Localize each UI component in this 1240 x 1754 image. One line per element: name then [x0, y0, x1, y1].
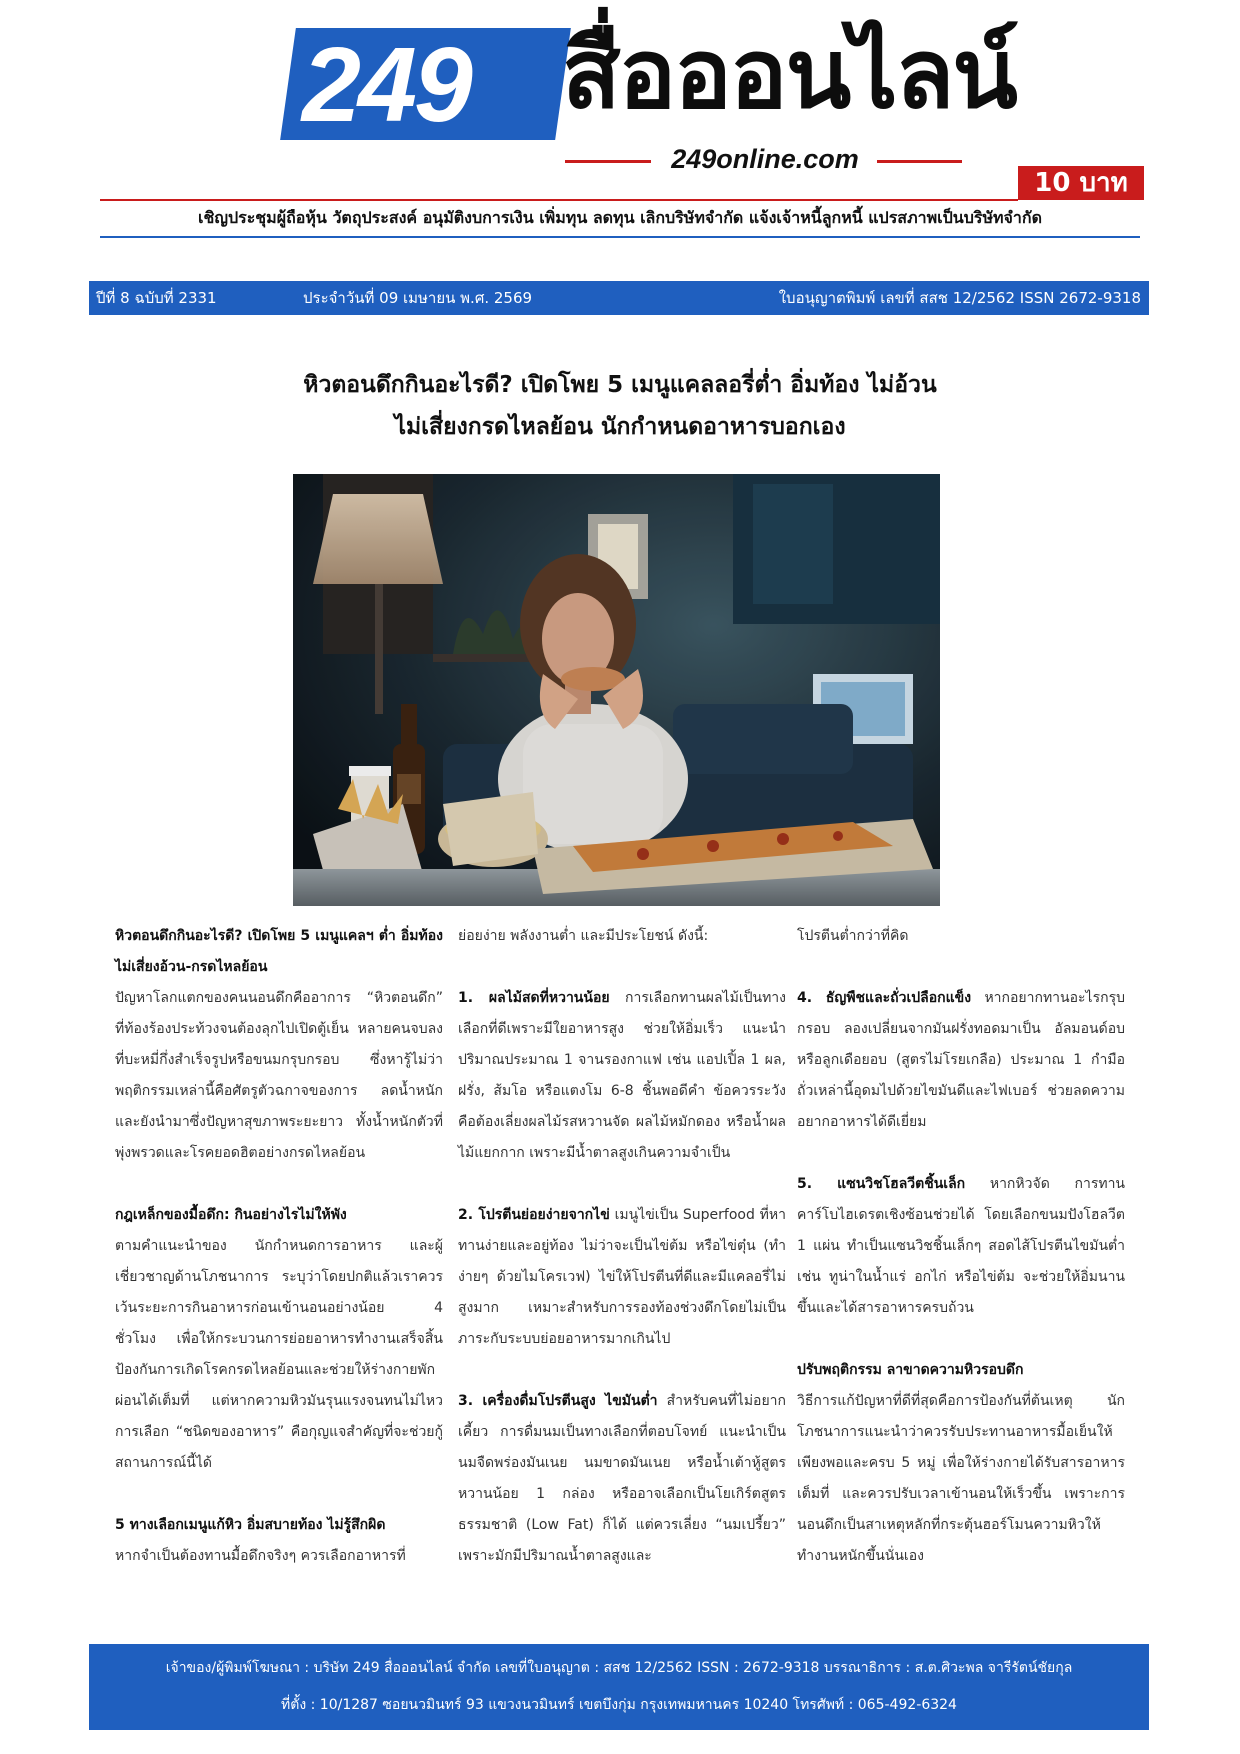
issue-number: ปีที่ 8 ฉบับที่ 2331 — [96, 289, 217, 307]
menu-item-4 — [797, 983, 1125, 1138]
spacer — [797, 952, 1125, 983]
paragraph-menus-lead: หากจำเป็นต้องทานมื้อดึกจริงๆ ควรเลือกอาหารที่ — [115, 1548, 406, 1564]
logo-thai-wordmark: สื่อออนไลน์ — [562, 18, 1016, 130]
section-heading-rules: กฎเหล็กของมื้อดึก: กินอย่างไรไม่ให้พัง — [115, 1207, 347, 1223]
spacer — [797, 1138, 1125, 1169]
menu-item-3-title: 3. เครื่องดื่มโปรตีนสูง ไขมันต่ำ — [458, 1393, 658, 1409]
menu-item-1-title: 1. ผลไม้สดที่หวานน้อย — [458, 990, 610, 1006]
spacer — [115, 1169, 443, 1200]
footer-address-line: ที่ตั้ง : 10/1287 ซอยนวมินทร์ 93 แขวงนวมินทร์ เขตบึงกุ่ม กรุงเทพมหานคร 10240 โทรศัพท์ : 065-492-6324 — [281, 1697, 957, 1713]
article-headline — [140, 364, 1100, 448]
menu-item-3-body: สำหรับคนที่ไม่อยากเคี้ยว การดื่มนมเป็นทางเลือกที่ตอบโจทย์ แนะนำเป็นนมจืดพร่องมันเนย นมขาดมันเนย หรือน้ำเต้าหู้สูตรหวานน้อย 1 กล่อง หรืออาจเลือกเป็นโยเกิร์ตสูตรธรรมชาติ (Low Fat) ก็ได้ แต่ควรเลี่ยง “นมเปรี้ยว” เพราะมักมีปริมาณน้ำตาลสูงและ — [458, 1393, 787, 1564]
spacer — [458, 952, 786, 983]
article-column-1 — [115, 921, 443, 1572]
section-heading-menus: 5 ทางเลือกเมนูแก้หิว อิ่มสบายท้อง ไม่รู้สึกผิด — [115, 1517, 386, 1533]
menu-item-4-body: หากอยากทานอะไรกรุบกรอบ ลองเปลี่ยนจากมันฝรั่งทอดมาเป็น อัลมอนด์อบ หรือลูกเดือยอบ (สูตรไม่โรยเกลือ) ประมาณ 1 กำมือ ถั่วเหล่านี้อุดมไปด้วยไขมันดีและไฟเบอร์ ช่วยลดความอยากอาหารได้ดีเยี่ยม — [797, 990, 1125, 1130]
menu-item-3 — [458, 1386, 786, 1572]
menu-item-4-title: 4. ธัญพืชและถั่วเปลือกแข็ง — [797, 990, 972, 1006]
logo-rule-left — [565, 160, 651, 163]
paragraph-menus-cont: ย่อยง่าย พลังงานต่ำ และมีประโยชน์ ดังนี้: — [458, 928, 709, 944]
print-license: ใบอนุญาตพิมพ์ เลขที่ สสช 12/2562 ISSN 2672-9318 — [778, 289, 1141, 307]
paragraph-rules: ตามคำแนะนำของ นักกำหนดการอาหาร และผู้เชี่ยวชาญด้านโภชนาการ ระบุว่าโดยปกติแล้วเราควรเว้นระยะการกินอาหารก่อนเข้านอนอย่างน้อย 4 ชั่วโมง เพื่อให้กระบวนการย่อยอาหารทำงานเสร็จสิ้น ป้องกันการเกิดโรคกรดไหลย้อนและช่วยให้ร่างกายพักผ่อนได้เต็มที่ แต่หากความหิวมันรุนแรงจนทนไม่ไหว การเลือก “ชนิดของอาหาร” คือกุญแจสำคัญที่จะช่วยกู้สถานการณ์นี้ได้ — [115, 1238, 443, 1471]
spacer — [458, 1169, 786, 1200]
issue-info-bar — [89, 281, 1149, 315]
red-divider — [100, 199, 1018, 201]
spacer — [797, 1324, 1125, 1355]
menu-item-2-body: เมนูไข่เป็น Superfood ที่หาทานง่ายและอยู่ท้อง ไม่ว่าจะเป็นไข่ต้ม หรือไข่ตุ๋น (ทำง่ายๆ ด้วยไมโครเวฟ) ไข่ให้โปรตีนที่ดีและมีแคลอรี่ไม่สูงมาก เหมาะสำหรับการรองท้องช่วงดึกโดยไม่เป็นภาระกับระบบย่อยอาหารมากเกินไป — [458, 1207, 786, 1347]
menu-item-5-title: 5. แซนวิชโฮลวีตชิ้นเล็ก — [797, 1176, 966, 1192]
article-column-3 — [797, 921, 1125, 1572]
menu-item-2-title: 2. โปรตีนย่อยง่ายจากไข่ — [458, 1207, 610, 1223]
paragraph-intro: ปัญหาโลกแตกของคนนอนดึกคืออาการ “หิวตอนดึก” ที่ท้องร้องประท้วงจนต้องลุกไปเปิดตู้เย็น หลายคนจบลงที่บะหมี่กึ่งสำเร็จรูปหรือขนมกรุบกรอบ ซึ่งหารู้ไม่ว่าพฤติกรรมเหล่านี้คือศัตรูตัวฉกาจของการ ลดน้ำหนัก และยังนำมาซึ่งปัญหาสุขภาพระยะยาว ทั้งน้ำหนักตัวที่พุ่งพรวดและโรคยอดฮิตอย่างกรดไหลย้อน — [115, 990, 443, 1161]
masthead — [0, 0, 1240, 227]
logo-domain: 249online.com — [671, 144, 859, 174]
footer-publisher-line: เจ้าของ/ผู้พิมพ์โฆษณา : บริษัท 249 สื่อออนไลน์ จำกัด เลขที่ใบอนุญาต : สสช 12/2562 ISSN : 2672-9318 บรรณาธิการ : ส.ต.ศิวะพล จารีรัตน์ชัยกุล — [165, 1660, 1073, 1676]
spacer — [115, 1479, 443, 1510]
logo-number: 249 — [302, 26, 470, 144]
price-badge: 10 บาท — [1018, 166, 1144, 200]
menu-item-1 — [458, 983, 786, 1169]
menu-item-5-body: หากหิวจัด การทานคาร์โบไฮเดรตเชิงซ้อนช่วยได้ โดยเลือกขนมปังโฮลวีต 1 แผ่น ทำเป็นแซนวิชชิ้นเล็กๆ สอดไส้โปรตีนไขมันต่ำ เช่น ทูน่าในน้ำแร่ อกไก่ หรือไข่ต้ม จะช่วยให้อิ่มนานขึ้นและได้สารอาหารครบถ้วน — [797, 1176, 1126, 1316]
logo-rule-right — [877, 160, 962, 163]
menu-item-5 — [797, 1169, 1125, 1324]
publisher-footer — [89, 1644, 1149, 1730]
section-heading-behavior: ปรับพฤติกรรม ลาขาดความหิวรอบดึก — [797, 1362, 1024, 1378]
article-photo — [293, 474, 940, 906]
woman-eating-pizza-illustration — [293, 474, 940, 906]
headline-line-1: หิวตอนดึกกินอะไรดี? เปิดโพย 5 เมนูแคลลอรี่ต่ำ อิ่มท้อง ไม่อ้วน — [303, 372, 937, 398]
section-heading-intro: หิวตอนดึกกินอะไรดี? เปิดโพย 5 เมนูแคลฯ ต่ำ อิ่มท้อง ไม่เสี่ยงอ้วน-กรดไหลย้อน — [115, 928, 443, 975]
menu-item-3-cont: โปรตีนต่ำกว่าที่คิด — [797, 928, 909, 944]
headline-line-2: ไม่เสี่ยงกรดไหลย้อน นักกำหนดอาหารบอกเอง — [394, 414, 846, 440]
paragraph-behavior: วิธีการแก้ปัญหาที่ดีที่สุดคือการป้องกันที่ต้นเหตุ นักโภชนาการแนะนำว่าควรรับประทานอาหารมื้อเย็นให้เพียงพอและครบ 5 หมู่ เพื่อให้ร่างกายได้รับสารอาหารเต็มที่ และควรปรับเวลาเข้านอนให้เร็วขึ้น เพราะการนอนดึกเป็นสาเหตุหลักที่กระตุ้นฮอร์โมนความหิวให้ทำงานหนักขึ้นนั่นเอง — [797, 1393, 1125, 1564]
logo-249-block — [288, 26, 563, 144]
blue-divider — [100, 236, 1140, 238]
menu-item-2 — [458, 1200, 786, 1355]
article-column-2 — [458, 921, 786, 1572]
spacer — [458, 1355, 786, 1386]
issue-date: ประจำวันที่ 09 เมษายน พ.ศ. 2569 — [303, 289, 533, 307]
menu-item-1-body: การเลือกทานผลไม้เป็นทางเลือกที่ดีเพราะมีใยอาหารสูง ช่วยให้อิ่มเร็ว แนะนำปริมาณประมาณ 1 จานรองกาแฟ เช่น แอปเปิ้ล 1 ผล, ฝรั่ง, ส้มโอ หรือแตงโม 6-8 ชิ้นพอดีคำ ข้อควรระวัง คือต้องเลี่ยงผลไม้รสหวานจัด ผลไม้หมักดอง หรือน้ำผลไม้แยกกาก เพราะมีน้ำตาลสูงเกินความจำเป็น — [458, 990, 786, 1161]
services-tagline: เชิญประชุมผู้ถือหุ้น วัตถุประสงค์ อนุมัติงบการเงิน เพิ่มทุน ลดทุน เลิกบริษัทจำกัด แจ้งเจ้าหนี้ลูกหนี้ แปรสภาพเป็นบริษัทจำกัด — [198, 208, 1042, 227]
